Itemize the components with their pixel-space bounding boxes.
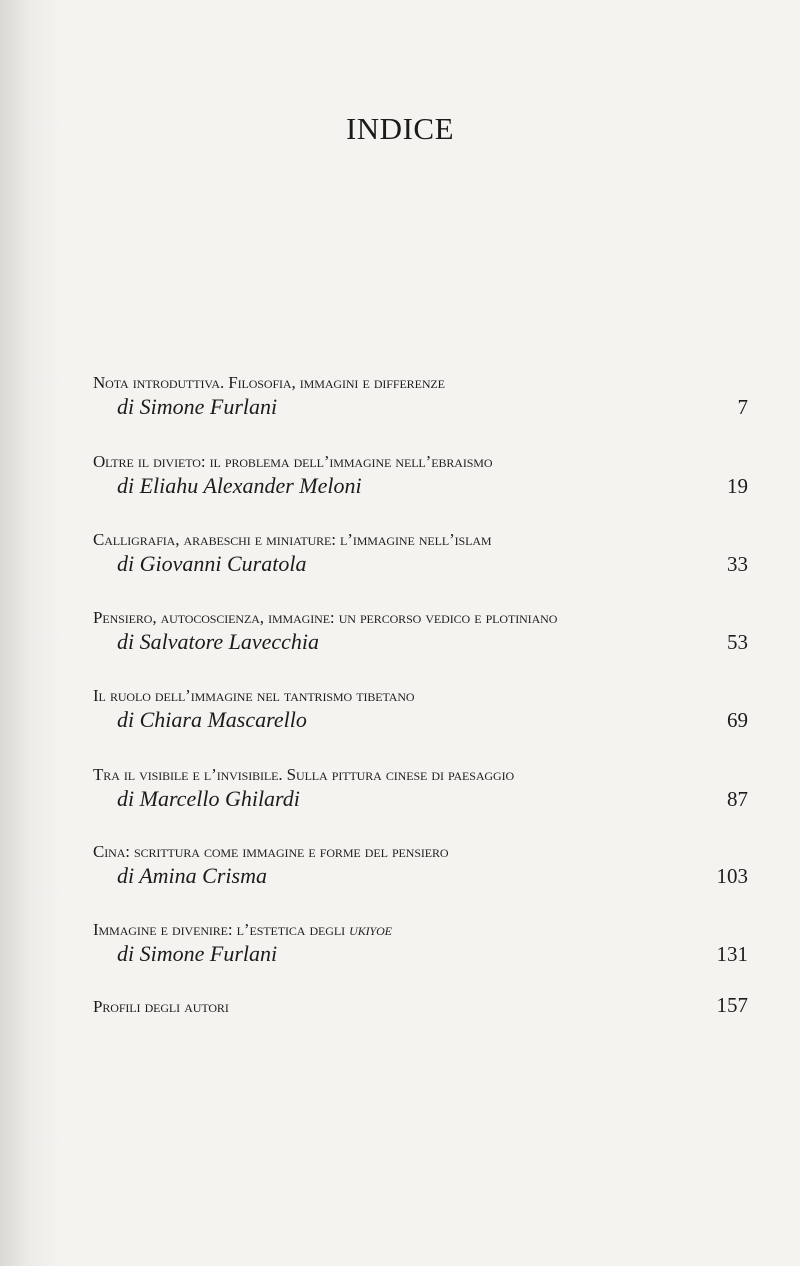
entry-page-number: 157: [716, 993, 748, 1017]
entry-page-number: 87: [727, 787, 748, 811]
entry-author: di Amina Crisma: [117, 863, 267, 888]
entry-title: [93, 918, 748, 942]
toc-entry: [93, 918, 748, 966]
entry-page-number: 131: [716, 942, 748, 966]
entry-author: di Salvatore Lavecchia: [117, 629, 320, 654]
entry-title-text: Immagine e divenire: l’estetica degli: [93, 920, 350, 939]
toc-entry: [93, 371, 748, 419]
page-title: INDICE: [345, 111, 455, 146]
entry-author: di Eliahu Alexander Meloni: [117, 473, 362, 498]
entry-author: di Chiara Mascarello: [117, 707, 307, 732]
entry-title: Il ruolo dell’immagine nel tantrismo tibetano: [93, 686, 415, 705]
toc-entry: [93, 840, 748, 888]
toc-entry: [93, 450, 748, 498]
entry-page-number: 69: [727, 708, 748, 732]
entry-author: di Giovanni Curatola: [117, 551, 307, 576]
entry-page-number: 53: [727, 630, 748, 654]
entry-author: di Marcello Ghilardi: [117, 786, 300, 811]
entry-title: Calligrafia, arabeschi e miniature: l’immagine nell’islam: [93, 530, 492, 549]
toc-entry: [93, 606, 748, 654]
entry-title: Profili degli autori: [93, 997, 229, 1016]
entry-page-number: 33: [727, 552, 748, 576]
entry-page-number: 19: [727, 474, 748, 498]
entry-title: Pensiero, autocoscienza, immagine: un percorso vedico e plotiniano: [93, 608, 558, 627]
toc-entry: [93, 528, 748, 576]
entry-title: Nota introduttiva. Filosofia, immagini e differenze: [93, 373, 445, 392]
entry-title: Tra il visibile e l’invisibile. Sulla pittura cinese di paesaggio: [93, 765, 515, 784]
entry-title: Cina: scrittura come immagine e forme del pensiero: [93, 842, 449, 861]
toc-entry: [93, 684, 748, 732]
toc-entry: [93, 995, 748, 1019]
entry-author: di Simone Furlani: [117, 394, 278, 419]
entry-title: Oltre il divieto: il problema dell’immagine nell’ebraismo: [93, 452, 493, 471]
entry-page-number: 7: [737, 395, 748, 419]
entry-page-number: 103: [716, 864, 748, 888]
toc-entry: [93, 763, 748, 811]
entry-author: di Simone Furlani: [117, 941, 278, 966]
entry-title-italic: ukiyoe: [349, 920, 392, 939]
